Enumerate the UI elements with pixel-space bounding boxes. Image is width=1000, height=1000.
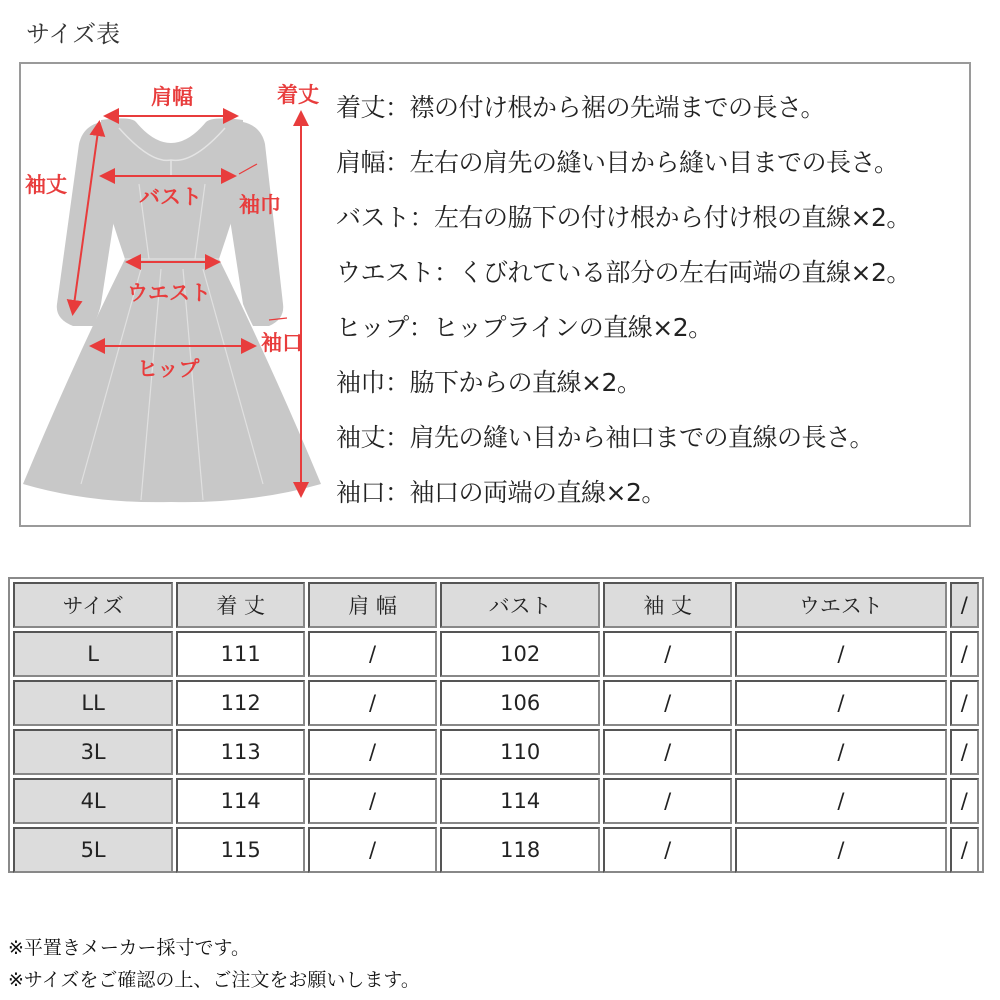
definition-katahaba: 肩幅：左右の肩先の縫い目から縫い目までの長さ。 <box>336 148 899 177</box>
table-row <box>13 827 979 873</box>
label-sodeguchi: 袖口 <box>261 330 303 355</box>
definitions-list <box>336 80 966 520</box>
note-measurement: ※平置きメーカー採寸です。 <box>8 937 251 959</box>
label-katahaba: 肩幅 <box>151 84 193 109</box>
page-title: サイズ表 <box>26 20 121 48</box>
label-waist: ウエスト <box>127 280 211 305</box>
cell-size: 4L <box>13 778 173 824</box>
cell-katahaba: / <box>308 778 437 824</box>
table-row <box>13 729 979 775</box>
header-waist: ウエスト <box>735 582 946 628</box>
cell-size: 3L <box>13 729 173 775</box>
cell-extra: / <box>950 680 979 726</box>
header-extra: / <box>950 582 979 628</box>
header-kitake: 着 丈 <box>176 582 305 628</box>
label-bust: バスト <box>139 184 202 209</box>
label-sodehaba: 袖巾 <box>239 192 281 217</box>
table-header-row <box>13 582 979 628</box>
cell-size: L <box>13 631 173 677</box>
definition-bust: バスト：左右の脇下の付け根から付け根の直線×2。 <box>336 203 911 232</box>
cell-sodetake: / <box>603 631 732 677</box>
cell-size: LL <box>13 680 173 726</box>
cell-sodetake: / <box>603 680 732 726</box>
cell-katahaba: / <box>308 729 437 775</box>
header-size: サイズ <box>13 582 173 628</box>
cell-waist: / <box>735 680 946 726</box>
label-hip: ヒップ <box>137 356 200 381</box>
label-sodetake: 袖丈 <box>25 172 67 197</box>
header-sodetake: 袖 丈 <box>603 582 732 628</box>
definition-hip: ヒップ：ヒップラインの直線×2。 <box>336 313 713 342</box>
table-row <box>13 631 979 677</box>
table-row <box>13 778 979 824</box>
definition-kitake: 着丈：襟の付け根から裾の先端までの長さ。 <box>336 93 826 122</box>
cell-kitake: 115 <box>176 827 305 873</box>
cell-bust: 118 <box>440 827 600 873</box>
cell-sodetake: / <box>603 729 732 775</box>
dress-diagram <box>21 64 321 524</box>
cell-sodetake: / <box>603 827 732 873</box>
cell-bust: 102 <box>440 631 600 677</box>
cell-katahaba: / <box>308 827 437 873</box>
cell-kitake: 112 <box>176 680 305 726</box>
size-table <box>10 579 982 876</box>
cell-bust: 110 <box>440 729 600 775</box>
cell-katahaba: / <box>308 680 437 726</box>
cell-kitake: 111 <box>176 631 305 677</box>
cell-extra: / <box>950 631 979 677</box>
label-kitake: 着丈 <box>277 82 319 107</box>
table-row <box>13 680 979 726</box>
cell-size: 5L <box>13 827 173 873</box>
cell-bust: 114 <box>440 778 600 824</box>
definition-sodetake: 袖丈：肩先の縫い目から袖口までの直線の長さ。 <box>336 423 875 452</box>
cell-waist: / <box>735 631 946 677</box>
cell-extra: / <box>950 827 979 873</box>
cell-waist: / <box>735 827 946 873</box>
cell-katahaba: / <box>308 631 437 677</box>
cell-sodetake: / <box>603 778 732 824</box>
header-bust: バスト <box>440 582 600 628</box>
header-katahaba: 肩 幅 <box>308 582 437 628</box>
cell-kitake: 113 <box>176 729 305 775</box>
definition-sodehaba: 袖巾：脇下からの直線×2。 <box>336 368 642 397</box>
note-confirm: ※サイズをご確認の上、ご注文をお願いします。 <box>8 969 420 991</box>
cell-kitake: 114 <box>176 778 305 824</box>
definition-waist: ウエスト：くびれている部分の左右両端の直線×2。 <box>336 258 911 287</box>
cell-extra: / <box>950 778 979 824</box>
measurement-diagram-box <box>19 62 971 527</box>
cell-extra: / <box>950 729 979 775</box>
cell-waist: / <box>735 778 946 824</box>
notes <box>8 932 420 996</box>
size-table-container <box>8 577 984 873</box>
cell-waist: / <box>735 729 946 775</box>
definition-sodeguchi: 袖口：袖口の両端の直線×2。 <box>336 478 666 507</box>
cell-bust: 106 <box>440 680 600 726</box>
